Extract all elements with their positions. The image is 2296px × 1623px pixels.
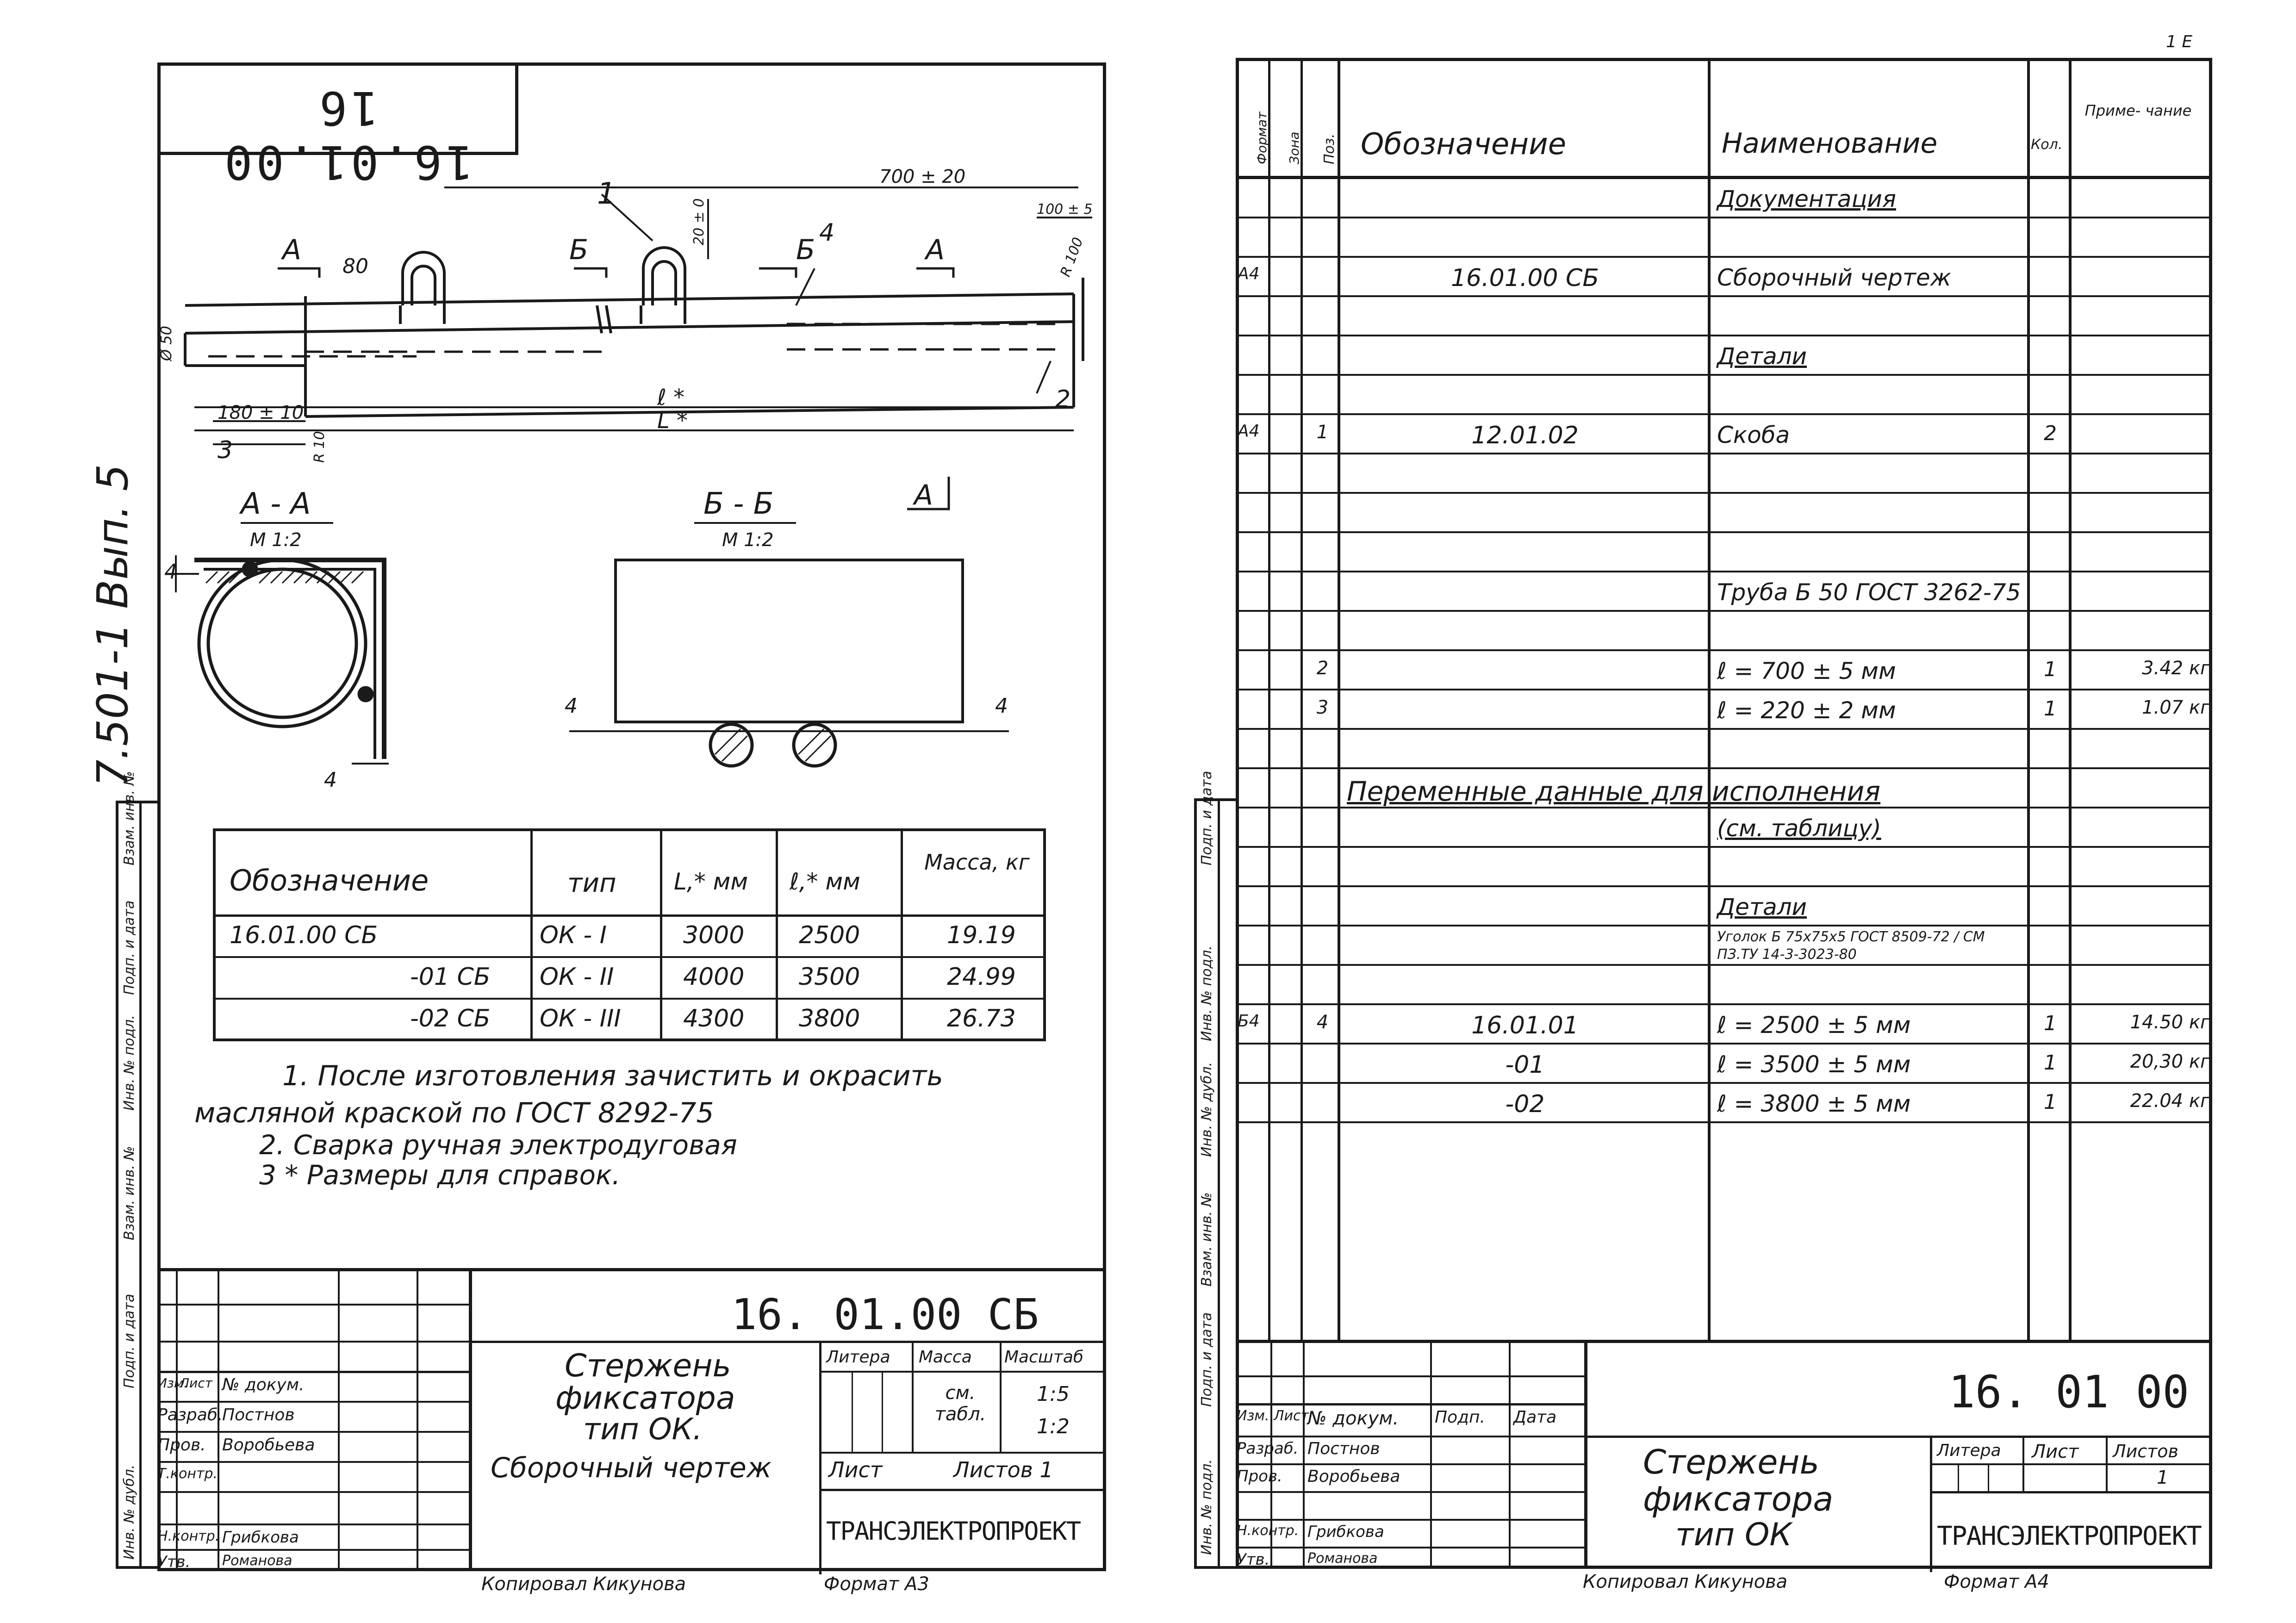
section-bb-title: Б - Б: [703, 487, 774, 521]
spec-designation: 16.01.01: [1471, 1012, 1579, 1039]
spec-name: Детали: [1717, 894, 1807, 920]
r-strip-label-4: Взам. инв. №: [1199, 1192, 1215, 1287]
left-name-line-3: тип ОК.: [583, 1412, 703, 1447]
spec-h-designation: Обозначение: [1361, 127, 1567, 162]
pos-3: 3: [218, 436, 233, 464]
spec-row: [1236, 179, 2212, 218]
strip-label-6: Инв. № дубл.: [121, 1464, 137, 1560]
spec-h-pos: Поз.: [1321, 133, 1338, 164]
spec-row: [1236, 454, 2212, 494]
top-code-rotated: 16.01.00 16: [221, 81, 473, 189]
spec-row: [1236, 218, 2212, 258]
specification-table: [1236, 58, 2212, 1340]
pos-1: 1: [597, 177, 616, 211]
spec-name: Уголок Б 75х75х5 ГОСТ 8509-72 / СМ ПЗ.ТУ 14-3-3023-80: [1717, 929, 1985, 963]
dim-180: 180 ± 10: [218, 402, 304, 423]
strip-label-1: Взам. инв. №: [121, 771, 137, 865]
note-1b: масляной краской по ГОСТ 8292-75: [194, 1097, 714, 1129]
left-sign-h-list: Лист: [180, 1375, 212, 1391]
spec-qty: 1: [2044, 1090, 2057, 1114]
left-footer-format: Формат А3: [824, 1573, 929, 1595]
spec-name: ℓ = 220 ± 2 мм: [1717, 697, 1896, 724]
variants-table: [213, 828, 1046, 1041]
right-name-5: Романова: [1307, 1550, 1378, 1567]
pos-2: 2: [1055, 386, 1071, 413]
spec-h-format: Формат: [1254, 112, 1269, 164]
spec-h-qty: Кол.: [2031, 137, 2063, 153]
left-role-4: Н.контр.: [157, 1528, 220, 1544]
right-side-strip: [1194, 798, 1236, 1569]
right-name-2: Воробьева: [1307, 1467, 1400, 1486]
assembly-drawing: [0, 0, 1111, 787]
vt-r3-c5: 26.73: [947, 1005, 1016, 1032]
vt-r2-c3: 4000: [683, 963, 745, 991]
spec-qty: 1: [2044, 1051, 2057, 1075]
left-role-5: Утв.: [157, 1553, 191, 1571]
weld-mark-4: 4: [995, 694, 1008, 718]
spec-name: Детали: [1717, 343, 1807, 370]
r-strip-label-5: Подп. и дата: [1199, 1312, 1215, 1407]
left-name-5: Романова: [222, 1553, 292, 1569]
spec-name: Скоба: [1717, 422, 1790, 448]
spec-designation: 12.01.02: [1471, 422, 1579, 449]
spec-pos: 3: [1316, 697, 1329, 718]
spec-row: [1236, 927, 2212, 966]
vt-h-type: тип: [567, 868, 616, 898]
left-sign-h-doc: № докум.: [222, 1375, 305, 1394]
vt-h-L: L,* мм: [674, 868, 748, 895]
section-b-1: Б: [569, 234, 589, 266]
spec-designation: Переменные данные для исполнения: [1347, 776, 1881, 807]
spec-name: Труба Б 50 ГОСТ 3262-75: [1717, 579, 2021, 606]
spec-designation: 16.01.00 СБ: [1450, 264, 1599, 292]
spec-designation: -02: [1505, 1090, 1545, 1118]
right-col-litera: Литера: [1937, 1441, 2001, 1460]
right-sign-h-doc: № докум.: [1307, 1408, 1399, 1429]
spec-format: А4: [1238, 264, 1260, 283]
spec-h-note: Приме- чание: [2084, 102, 2192, 119]
spec-qty: 1: [2044, 658, 2057, 681]
right-title-block: [1236, 1340, 2212, 1569]
vt-r3-c1: -02 СБ: [410, 1005, 491, 1032]
right-sign-h-sign: Подп.: [1435, 1408, 1485, 1427]
right-role-4: Н.контр.: [1237, 1523, 1299, 1539]
dim-20: 20 ± 0: [691, 198, 707, 245]
left-title-block: [157, 1268, 1106, 1571]
dim-80: 80: [342, 255, 368, 278]
right-sign-h-list: Лист: [1274, 1408, 1309, 1424]
spec-qty: 2: [2044, 422, 2057, 445]
right-footer-copied: Копировал Кикунова: [1583, 1571, 1788, 1592]
left-sign-h-izm: Изм.: [157, 1375, 188, 1391]
left-name-1: Постнов: [222, 1405, 295, 1424]
left-mass-value: см. табл.: [934, 1382, 986, 1425]
weld-mark-1: 4: [164, 560, 177, 584]
right-sign-h-izm: Изм.: [1237, 1408, 1269, 1424]
weld-mark-3: 4: [565, 694, 578, 718]
r-strip-label-6: Инв. № подл.: [1199, 1459, 1215, 1555]
note-1: 1. После изготовления зачистить и окрасить: [282, 1060, 943, 1092]
vt-h-designation: Обозначение: [230, 864, 429, 897]
section-a-1: A: [282, 234, 302, 266]
strip-label-5: Подп. и дата: [121, 1293, 137, 1388]
vt-r1-c1: 16.01.00 СБ: [230, 921, 378, 949]
spec-row: [1236, 769, 2212, 808]
spec-row: [1236, 336, 2212, 376]
vt-r3-c2: ОК - III: [540, 1005, 621, 1032]
spec-row: [1236, 966, 2212, 1005]
spec-row: [1236, 848, 2212, 887]
right-name-1: Постнов: [1307, 1439, 1380, 1458]
right-name-line-2: фиксатора: [1643, 1480, 1834, 1518]
spec-name: ℓ = 700 ± 5 мм: [1717, 658, 1896, 684]
spec-h-zone: Зона: [1287, 131, 1302, 164]
vt-r3-c3: 4300: [683, 1005, 745, 1032]
spec-note: 3.42 кг: [2142, 658, 2210, 679]
spec-row: [1236, 887, 2212, 927]
section-aa-title: A - A: [241, 487, 311, 521]
left-scale-2: 1:2: [1037, 1415, 1070, 1438]
spec-row: [1236, 612, 2212, 651]
left-drawing-code: 16. 01.00 СБ: [731, 1290, 1039, 1339]
strip-label-3: Инв. № подл.: [121, 1015, 137, 1111]
spec-row: [1236, 1084, 2212, 1123]
right-col-list: Лист: [2032, 1441, 2079, 1462]
vt-h-mass: Масса, кг: [924, 850, 1030, 875]
spec-row: [1236, 808, 2212, 848]
vt-r1-c4: 2500: [799, 921, 860, 949]
spec-row: [1236, 297, 2212, 336]
vt-r2-c4: 3500: [799, 963, 860, 991]
spec-row: [1236, 376, 2212, 415]
dim-100: 100 ± 5: [1037, 201, 1093, 218]
left-role-2: Пров.: [157, 1436, 206, 1455]
left-name-4: Грибкова: [222, 1528, 299, 1547]
left-role-1: Разраб.: [157, 1405, 223, 1424]
right-sign-h-date: Дата: [1513, 1408, 1557, 1427]
left-sheet-label: Лист: [828, 1457, 883, 1482]
left-col-scale: Масштаб: [1004, 1348, 1084, 1367]
vt-r1-c2: ОК - I: [540, 921, 607, 949]
left-org-name: ТРАНСЭЛЕКТРОПРОЕКТ: [826, 1517, 1081, 1546]
right-footer-format: Формат А4: [1944, 1571, 2049, 1592]
left-name-line-2: фиксатора: [555, 1380, 735, 1417]
right-name-line-1: Стержень: [1643, 1443, 1819, 1481]
right-corner-mark: 1 Е: [2166, 32, 2193, 51]
section-aa-scale: M 1:2: [250, 529, 302, 551]
spec-note: 20,30 кг: [2130, 1051, 2210, 1072]
vt-r3-c4: 3800: [799, 1005, 860, 1032]
right-name-line-3: тип ОК: [1675, 1517, 1792, 1553]
strip-label-4: Взам. инв. №: [121, 1146, 137, 1240]
r-strip-label-2: Инв. № подл.: [1199, 945, 1215, 1041]
spec-row: [1236, 572, 2212, 612]
right-drawing-code: 16. 01 00: [1948, 1366, 2190, 1418]
spec-qty: 1: [2044, 1012, 2057, 1035]
left-scale-1: 1:5: [1037, 1382, 1070, 1406]
spec-note: 1.07 кг: [2142, 697, 2210, 718]
spec-row: [1236, 494, 2212, 533]
spec-note: 14.50 кг: [2130, 1012, 2210, 1033]
vt-h-l: ℓ,* мм: [790, 868, 860, 895]
spec-name: (см. таблицу): [1717, 815, 1881, 842]
left-col-mass: Масса: [919, 1348, 972, 1367]
note-3: 3 * Размеры для справок.: [259, 1159, 621, 1191]
weld-mark-2: 4: [324, 768, 337, 787]
side-series-label: 7.501-1 Вып. 5: [88, 464, 137, 787]
vt-r2-c1: -01 СБ: [410, 963, 491, 991]
spec-row: [1236, 533, 2212, 572]
left-sheets-label: Листов 1: [953, 1457, 1053, 1482]
spec-name: Документация: [1717, 186, 1896, 212]
left-role-3: Т.контр.: [157, 1466, 218, 1482]
pos-4: 4: [819, 219, 835, 247]
spec-qty: 1: [2044, 697, 2057, 721]
right-sheets-value: 1: [2157, 1467, 2169, 1488]
spec-format: Б4: [1238, 1012, 1260, 1031]
section-a-2: A: [926, 234, 945, 266]
spec-note: 22.04 кг: [2130, 1090, 2210, 1112]
right-role-1: Разраб.: [1237, 1439, 1299, 1458]
left-footer-copied: Копировал Кикунова: [481, 1573, 686, 1595]
spec-designation: -01: [1505, 1051, 1545, 1079]
vt-r2-c5: 24.99: [947, 963, 1016, 991]
spec-name: Сборочный чертеж: [1717, 264, 1951, 291]
spec-format: А4: [1238, 422, 1260, 441]
section-a-3: A: [914, 479, 933, 511]
spec-pos: 4: [1316, 1012, 1329, 1033]
section-bb-scale: M 1:2: [722, 529, 774, 551]
vt-r2-c2: ОК - II: [540, 963, 614, 991]
spec-row: [1236, 415, 2212, 454]
dim-50: Ø 50: [157, 325, 175, 361]
spec-row: [1236, 1005, 2212, 1045]
left-col-litera: Литера: [826, 1348, 890, 1367]
dim-r100: R 100: [1057, 235, 1087, 279]
spec-name: ℓ = 2500 ± 5 мм: [1717, 1012, 1911, 1038]
right-org-name: ТРАНСЭЛЕКТРОПРОЕКТ: [1937, 1521, 2201, 1551]
spec-pos: 1: [1316, 422, 1329, 443]
spec-name: ℓ = 3500 ± 5 мм: [1717, 1051, 1911, 1078]
spec-row: [1236, 730, 2212, 769]
left-name-line-1: Стержень: [565, 1348, 731, 1384]
right-role-5: Утв.: [1237, 1550, 1270, 1569]
r-strip-label-1: Подп. и дата: [1199, 771, 1215, 865]
left-doc-type: Сборочный чертеж: [491, 1452, 772, 1484]
vt-r1-c5: 19.19: [947, 921, 1016, 949]
strip-label-2: Подп. и дата: [121, 900, 137, 995]
dim-l-small: ℓ *: [657, 385, 685, 410]
spec-pos: 2: [1316, 658, 1329, 679]
vt-r1-c3: 3000: [683, 921, 745, 949]
right-role-2: Пров.: [1237, 1467, 1282, 1486]
r-strip-label-3: Инв. № дубл.: [1199, 1062, 1215, 1157]
left-name-2: Воробьева: [222, 1436, 315, 1455]
dim-l-big: L *: [657, 408, 688, 434]
spec-h-name: Наименование: [1722, 127, 1938, 160]
spec-row: [1236, 1045, 2212, 1084]
right-col-sheets: Листов: [2113, 1441, 2178, 1461]
dim-r10: R 10: [311, 431, 328, 463]
spec-name: ℓ = 3800 ± 5 мм: [1717, 1090, 1911, 1117]
section-b-2: Б: [796, 234, 815, 266]
dim-700: 700 ± 20: [879, 166, 966, 187]
spec-row: [1236, 258, 2212, 297]
spec-row: [1236, 651, 2212, 690]
spec-row: [1236, 690, 2212, 730]
note-2: 2. Сварка ручная электродуговая: [259, 1129, 737, 1161]
right-name-4: Грибкова: [1307, 1523, 1384, 1541]
